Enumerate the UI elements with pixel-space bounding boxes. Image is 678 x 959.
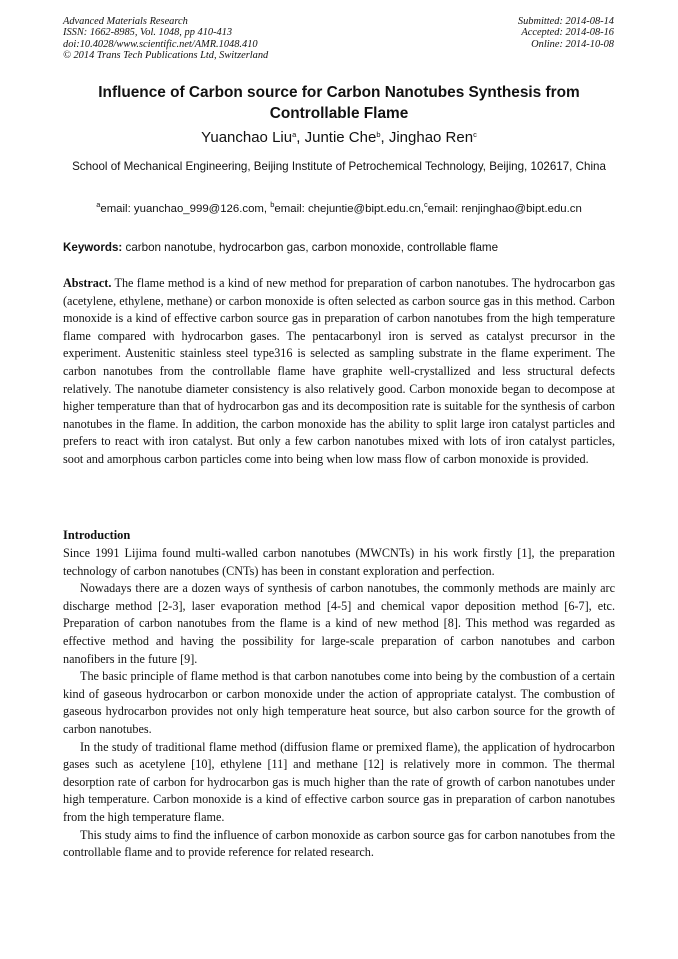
email-mark: a: [96, 200, 101, 209]
email-mark: c: [424, 200, 428, 209]
online-date: Online: 2014-10-08: [531, 38, 614, 50]
author-separator: ,: [296, 129, 305, 146]
paragraph: This study aims to find the influence of carbon monoxide as carbon source gas for carbon nanotubes from the controllable flame and to provide reference for related research.: [63, 827, 615, 860]
paper-title: [63, 82, 615, 124]
author-name: Yuanchao Liu: [201, 129, 293, 146]
author-emails: [55, 201, 623, 217]
accepted-date: Accepted: 2014-08-16: [521, 27, 614, 39]
author-affil-mark: b: [376, 130, 381, 139]
introduction-body: [63, 545, 615, 862]
doi-line[interactable]: doi:10.4028/www.scientific.net/AMR.1048.410: [63, 38, 258, 50]
title-line-1: Influence of Carbon source for Carbon Nanotubes Synthesis from: [98, 84, 580, 101]
email-address[interactable]: email: chejuntie@bipt.edu.cn,: [274, 203, 425, 215]
abstract: [63, 275, 615, 469]
paragraph: Since 1991 Lijima found multi-walled carbon nanotubes (MWCNTs) in his work firstly [1], the preparation technology of carbon nanotubes (CNTs) has been in constant exploration and perfection.: [63, 546, 615, 578]
copyright-line: © 2014 Trans Tech Publications Ltd, Switzerland: [63, 50, 269, 62]
keywords: [63, 240, 615, 256]
keywords-text: carbon nanotube, hydrocarbon gas, carbon monoxide, controllable flame: [125, 241, 499, 254]
author-separator: ,: [380, 129, 389, 146]
paragraph: In the study of traditional flame method (diffusion flame or premixed flame), the application of hydrocarbon gases such as acetylene [10], ethylene [11] and methane [12] is relatively more in common. The thermal desorption rate of carbon for hydrocarbon gas is much higher than the rate of growth of carbon nanotubes under high temperature. Carbon monoxide is a kind of effective carbon source gas in preparation of carbon nanotubes from the high temperature flame.: [63, 739, 615, 824]
issn-line: ISSN: 1662-8985, Vol. 1048, pp 410-413: [63, 27, 233, 39]
email-mark: b: [270, 200, 275, 209]
author-name: Juntie Che: [304, 129, 377, 146]
abstract-label: Abstract.: [63, 276, 112, 290]
section-heading-introduction: Introduction: [63, 528, 131, 542]
journal-info: [63, 16, 268, 62]
abstract-text: The flame method is a kind of new method for preparation of carbon nanotubes. The hydrocarbon gas (acetylene, ethylene, methane) or carbon monoxide is often selected as carbon source gas in this method. Carbon monoxide is a kind of effective carbon source gas in preparation of carbon nanotubes from the high temperature flame compared with hydrocarbon gases. The pentacarbonyl iron is served as catalyst precursor in the experiment. Austenitic stainless steel type316 is selected as sampling substrate in the flame experiment. The carbon nanotubes from the controllable flame have graphite well-crystallized and less structural defects relatively. The nanotube diameter consistency is also relatively good. Carbon monoxide began to decompose at higher temperature than that of hydrocarbon gas and its decomposition rate is suitable for the synthesis of carbon nanotubes in the flame. In addition, the carbon monoxide has the ability to split large iron catalyst particles and prefers to react with iron catalyst. But only a few carbon nanotubes mixed with lots of iron catalyst particles, soot and amorphous carbon particles come into being when low mass flow of carbon monoxide is provided.: [63, 276, 615, 466]
paragraph: The basic principle of flame method is that carbon nanotubes come into being by the combustion of a certain kind of gaseous hydrocarbon or carbon monoxide under the action of appropriate catalyst. The combustion of gaseous hydrocarbon provides not only high temperature heat source, but also carbon source for the growth of carbon nanotubes.: [63, 669, 615, 736]
email-address[interactable]: email: yuanchao_999@126.com,: [100, 203, 271, 215]
email-address[interactable]: email: renjinghao@bipt.edu.cn: [427, 203, 582, 215]
affiliation: School of Mechanical Engineering, Beijing Institute of Petrochemical Technology, Beijing, 102617, China: [72, 160, 606, 173]
journal-name: Advanced Materials Research: [63, 16, 188, 27]
author-affil-mark: a: [292, 130, 297, 139]
paragraph: Nowadays there are a dozen ways of synthesis of carbon nanotubes, the commonly methods are mainly arc discharge method [2-3], laser evaporation method [4-5] and chemical vapor deposition method [6-7], etc. Preparation of carbon nanotubes from the flame is a kind of new method [8]. This method was regarded as effective method and having the possibility for large-scale preparation of carbon nanotubes and carbon nanofibers in the future [9].: [63, 581, 615, 666]
author-affil-mark: c: [473, 130, 477, 139]
author-name: Jinghao Ren: [388, 129, 474, 146]
submitted-date: Submitted: 2014-08-14: [517, 16, 614, 27]
keywords-label: Keywords:: [63, 241, 123, 254]
title-line-2: Controllable Flame: [269, 105, 409, 122]
publication-dates: [518, 16, 614, 50]
author-list: [63, 128, 615, 148]
